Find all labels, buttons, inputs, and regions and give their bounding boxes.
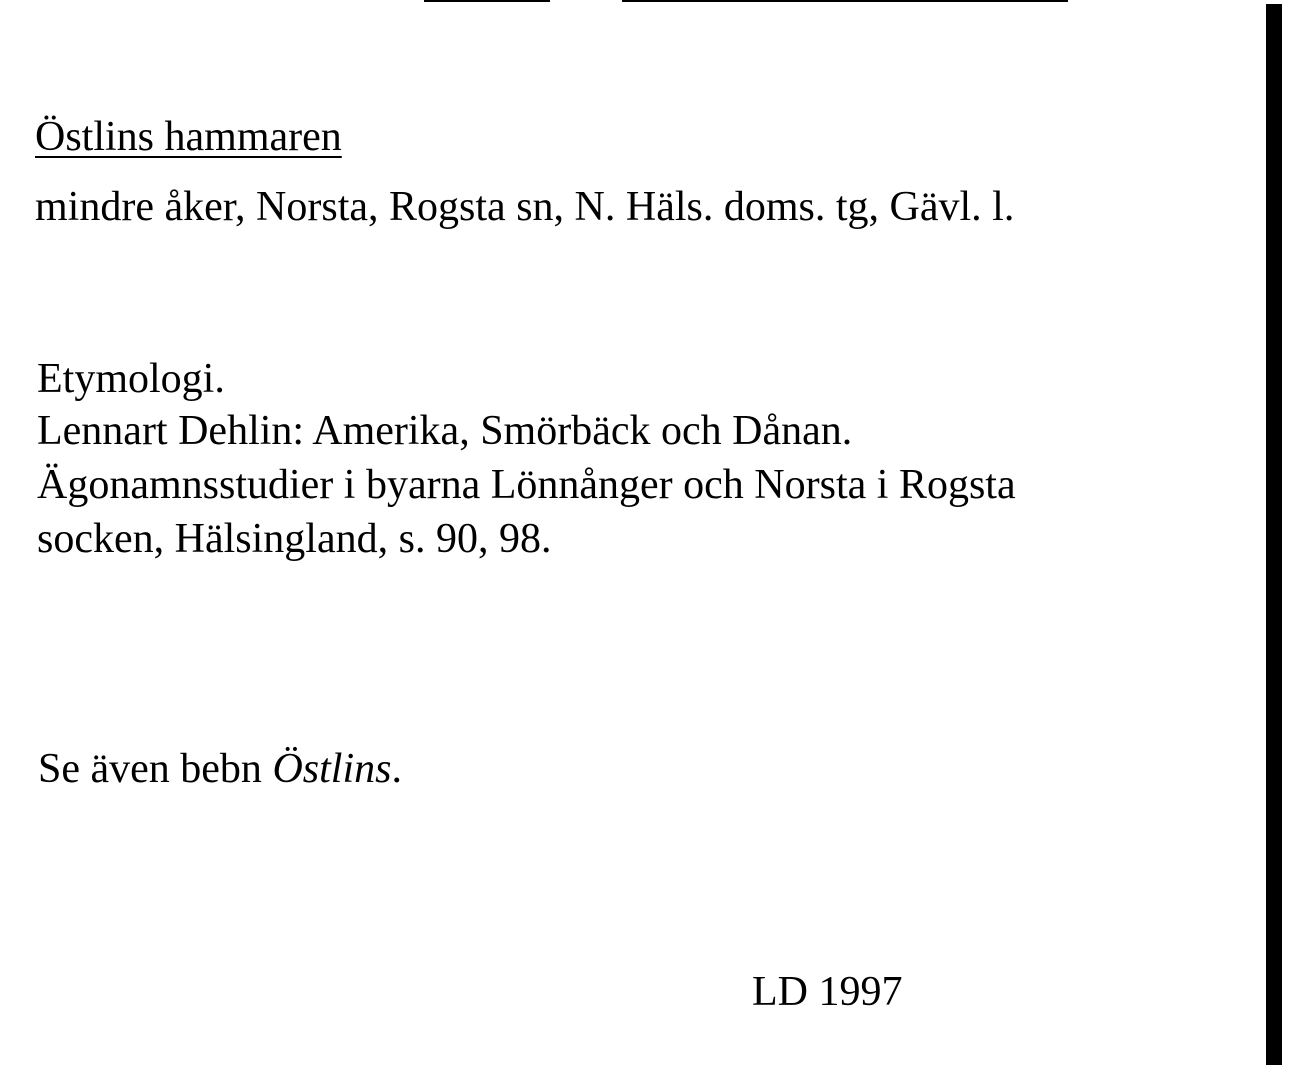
etymology-reference-line: socken, Hälsingland, s. 90, 98. [37, 516, 552, 562]
signature: LD 1997 [752, 969, 903, 1015]
etymology-label: Etymologi. [37, 356, 225, 402]
headword: Östlins hammaren [35, 114, 342, 160]
see-also-suffix: . [391, 746, 402, 792]
see-also [38, 742, 402, 796]
see-also-prefix: Se även bebn [38, 746, 273, 792]
etymology-reference-line: Lennart Dehlin: Amerika, Smörbäck och Dånan. [37, 408, 853, 454]
top-edge-line [622, 0, 1068, 2]
card-right-edge [1266, 4, 1282, 1065]
definition: mindre åker, Norsta, Rogsta sn, N. Häls. doms. tg, Gävl. l. [35, 184, 1015, 230]
etymology-reference-line: Ägonamnsstudier i byarna Lönnånger och Norsta i Rogsta [37, 462, 1016, 508]
see-also-term: Östlins [272, 746, 392, 792]
top-edge-line [424, 0, 550, 2]
